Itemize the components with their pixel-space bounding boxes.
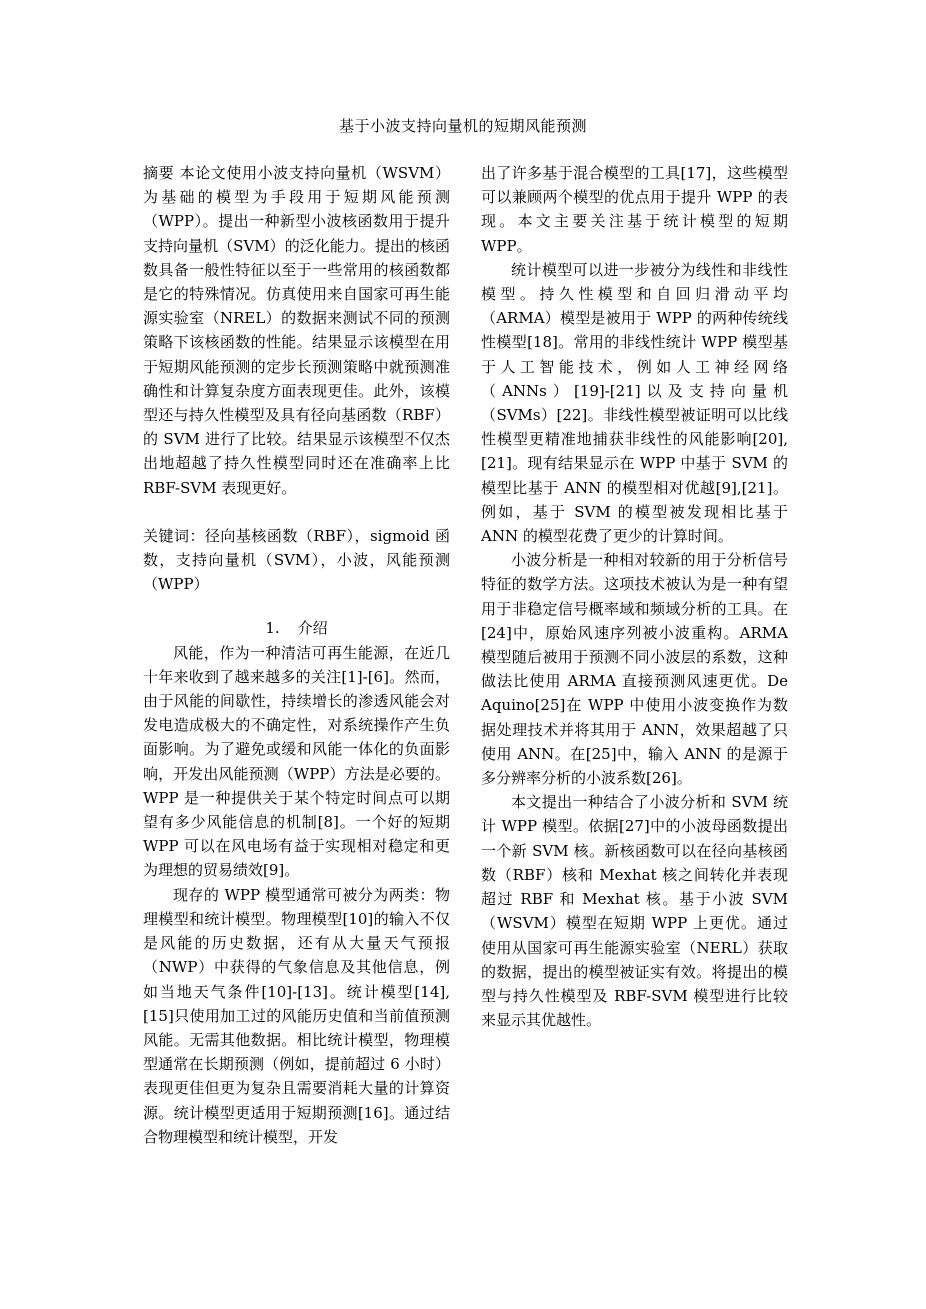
body-paragraph: 统计模型可以进一步被分为线性和非线性模型。持久性模型和自回归滑动平均（ARMA）模型是被用于 WPP 的两种传统线性模型[18]。常用的非线性统计 WPP 模型基于人工智能技术，例如人工神经网络（ANNs）[19]-[21]以及支持向量机（SVMs）[22]。非线性模型被证明可以比线性模型更精准地捕获非线性的风能影响[20],[21]。现有结果显示在 WPP 中基于 SVM 的模型比基于 ANN 的模型相对优越[9],[21]。例如，基于 SVM 的模型被发现相比基于 ANN 的模型花费了更少的计算时间。	[481, 260, 788, 546]
left-column	[143, 161, 450, 1149]
body-paragraph-continued: 出了许多基于混合模型的工具[17]，这些模型可以兼顾两个模型的优点用于提升 WPP 的表现。本文主要关注基于统计模型的短期 WPP。	[481, 164, 788, 255]
body-paragraph: 风能，作为一种清洁可再生能源，在近几十年来收到了越来越多的关注[1]-[6]。然而，由于风能的间歇性，持续增长的渗透风能会对发电造成极大的不确定性，对系统操作产生负面影响。为了避免或缓和风能一体化的负面影响，开发出风能预测（WPP）方法是必要的。WPP 是一种提供关于某个特定时间点可以期望有多少风能信息的机制[8]。一个好的短期 WPP 可以在风电场有益于实现相对稳定和更为理想的贸易绩效[9]。	[143, 643, 450, 880]
section-number: 1.	[265, 619, 280, 638]
section-title: 介绍	[297, 619, 328, 638]
body-paragraph: 小波分析是一种相对较新的用于分析信号特征的数学方法。这项技术被认为是一种有望用于非稳定信号概率域和频域分析的工具。在[24]中，原始风速序列被小波重构。ARMA 模型随后被用于预测不同小波层的系数，这种做法比使用 ARMA 直接预测风速更优。De Aquino[25]在 WPP 中使用小波变换作为数据处理技术并将其用于 ANN，效果超越了只使用 ANN。在[25]中，输入 ANN 的是源于多分辨率分析的小波系数[26]。	[481, 551, 788, 788]
body-paragraph: 本文提出一种结合了小波分析和 SVM 统计 WPP 模型。依据[27]中的小波母函数提出一个新 SVM 核。新核函数可以在径向基核函数（RBF）核和 Mexhat 核之间转化并表现超过 RBF 和 Mexhat 核。基于小波 SVM（WSVM）模型在短期 WPP 上更优。通过使用从国家可再生能源实验室（NERL）获取的数据，提出的模型被证实有效。将提出的模型与持久性模型及 RBF-SVM 模型进行比较来显示其优越性。	[481, 793, 788, 1030]
abstract: 摘要 本论文使用小波支持向量机（WSVM）为基础的模型为手段用于短期风能预测（WPP）。提出一种新型小波核函数用于提升支持向量机（SVM）的泛化能力。提出的核函数具备一般性特征以至于一些常用的核函数都是它的特殊情况。仿真使用来自国家可再生能源实验室（NREL）的数据来测试不同的预测策略下该核函数的性能。结果显示该模型在用于短期风能预测的定步长预测策略中就预测准确性和计算复杂度方面表现更佳。此外，该模型还与持久性模型及具有径向基函数（RBF）的 SVM 进行了比较。结果显示该模型不仅杰出地超越了持久性模型同时还在准确率上比 RBF-SVM 表现更好。	[143, 164, 450, 497]
right-column	[481, 161, 788, 1032]
body-paragraph: 现存的 WPP 模型通常可被分为两类：物理模型和统计模型。物理模型[10]的输入不仅是风能的历史数据，还有从大量天气预报（NWP）中获得的气象信息及其他信息，例如当地天气条件[10]-[13]。统计模型[14],[15]只使用加工过的风能历史值和当前值预测风能。无需其他数据。相比统计模型，物理模型通常在长期预测（例如，提前超过 6 小时）表现更佳但更为复杂且需要消耗大量的计算资源。统计模型更适用于短期预测[16]。通过结合物理模型和统计模型，开发	[143, 885, 450, 1146]
paper-title: 基于小波支持向量机的短期风能预测	[338, 117, 587, 135]
keywords: 关键词：径向基核函数（RBF），sigmoid 函数，支持向量机（SVM），小波，风能预测（WPP）	[143, 526, 450, 594]
section-heading-introduction	[143, 616, 450, 640]
